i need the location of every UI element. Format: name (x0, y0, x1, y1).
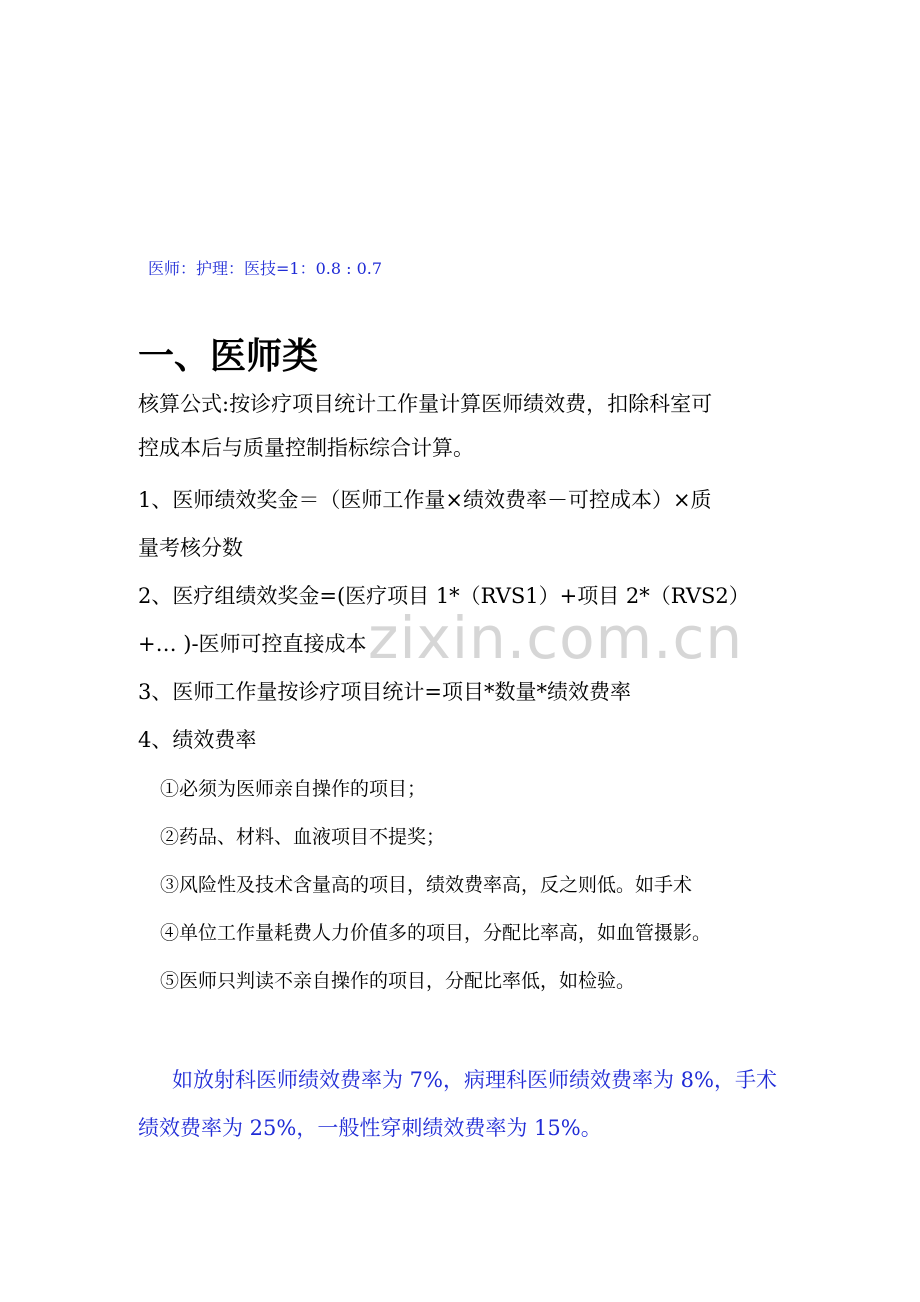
formula-intro-line-2: 控成本后与质量控制指标综合计算。 (138, 436, 474, 460)
item-1-line-2: 量考核分数 (138, 536, 243, 560)
item-3: 3、医师工作量按诊疗项目统计=项目*数量*绩效费率 (138, 680, 631, 704)
item-2-line-2: +… )-医师可控直接成本 (138, 632, 367, 656)
rate-rule-1: ①必须为医师亲自操作的项目； (160, 778, 427, 800)
formula-intro-line-1: 核算公式:按诊疗项目统计工作量计算医师绩效费，扣除科室可 (138, 392, 713, 416)
section-heading: 一、医师类 (138, 336, 319, 377)
rate-rule-4: ④单位工作量耗费人力价值多的项目，分配比率高，如血管摄影。 (160, 922, 712, 944)
rate-rule-2: ②药品、材料、血液项目不提奖； (160, 826, 446, 848)
item-1-line-1: 1、医师绩效奖金＝（医师工作量×绩效费率－可控成本）×质 (138, 488, 712, 512)
watermark: zixin.com.cn (368, 604, 744, 672)
rate-rule-3: ③风险性及技术含量高的项目，绩效费率高，反之则低。如手术 (160, 874, 693, 896)
item-2-line-1: 2、医疗组绩效奖金=(医疗项目 1*（RVS1）+项目 2*（RVS2） (138, 584, 750, 608)
example-line-2: 绩效费率为 25%，一般性穿刺绩效费率为 15%。 (138, 1116, 602, 1140)
item-4: 4、绩效费率 (138, 728, 257, 752)
ratio-line: 医师：护理：医技=1：0.8 : 0.7 (148, 259, 383, 278)
example-line-1: 如放射科医师绩效费率为 7%，病理科医师绩效费率为 8%，手术 (172, 1068, 777, 1092)
rate-rule-5: ⑤医师只判读不亲自操作的项目，分配比率低，如检验。 (160, 970, 636, 992)
